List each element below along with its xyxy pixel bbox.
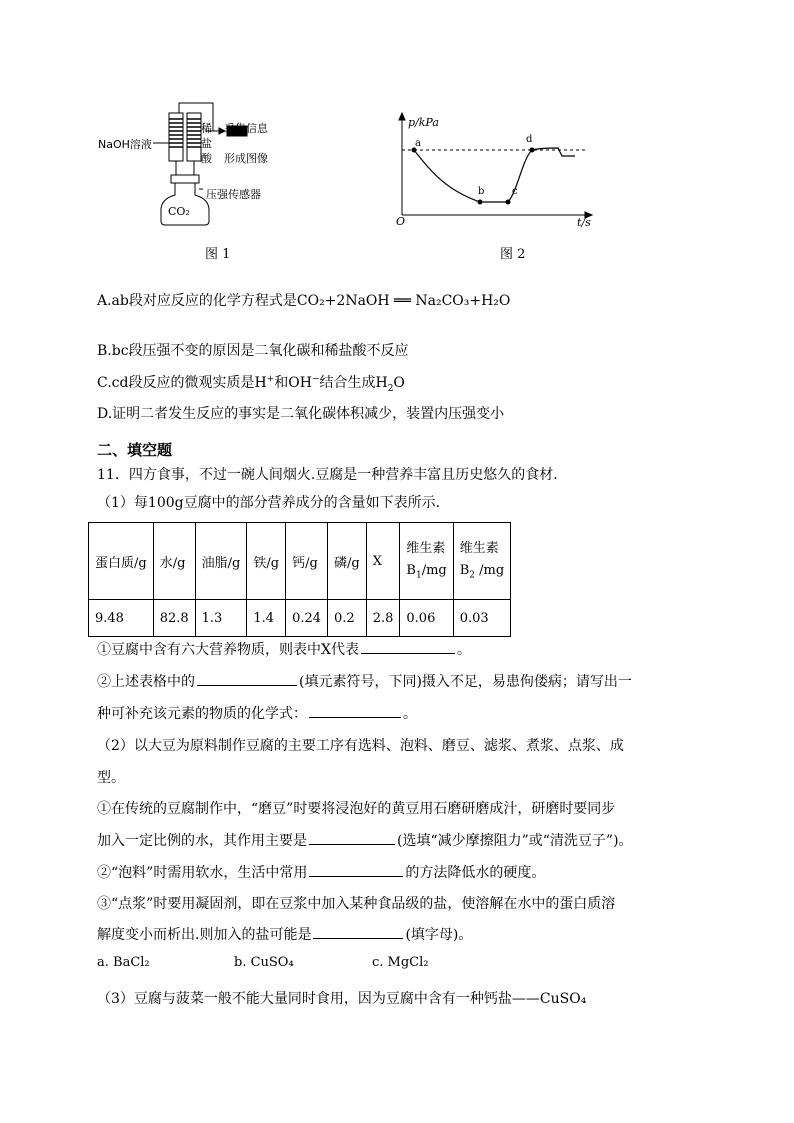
th-vitamin-b2: 维生素 $B_2$ /mg — [453, 523, 510, 600]
label-co2: CO₂ — [168, 205, 190, 218]
label-acid-3: 酸 — [201, 152, 212, 165]
cell-phosphorus: 0.2 — [328, 600, 367, 637]
th-iron: 铁/g — [247, 523, 286, 600]
answer-blank-formula[interactable] — [309, 703, 401, 718]
label-collect: 采集信息 — [224, 122, 268, 135]
label-acid-2: 盐 — [201, 137, 212, 150]
th-protein: 蛋白质/g — [89, 523, 154, 600]
cell-water: 82.8 — [153, 600, 195, 637]
answer-blank-salt[interactable] — [313, 924, 403, 939]
chart-origin: O — [396, 215, 406, 228]
th-water: 水/g — [153, 523, 195, 600]
cell-vitamin-b1: 0.06 — [400, 600, 453, 637]
cell-calcium: 0.24 — [286, 600, 328, 637]
th-x: X — [366, 523, 400, 600]
q11-s5a: ③“点浆”时要用凝固剂，即在豆浆中加入某种食品级的盐，使溶解在水中的蛋白质溶 — [97, 896, 616, 912]
label-sensor: 压强传感器 — [206, 188, 261, 201]
cell-fat: 1.3 — [195, 600, 247, 637]
cell-iron: 1.4 — [247, 600, 286, 637]
th-fat: 油脂/g — [195, 523, 247, 600]
q11-s3a: ①在传统的豆腐制作中，“磨豆”时要将浸泡好的黄豆用石磨研磨成汁，研磨时要同步 — [97, 801, 616, 817]
q11-part1: （1）每100g豆腐中的部分营养成分的含量如下表所示. — [97, 495, 441, 511]
nutrition-table — [88, 522, 511, 637]
answer-blank-x[interactable] — [361, 639, 455, 654]
q11-part2-b: 型。 — [97, 770, 125, 786]
option-b: B.bc段压强不变的原因是二氧化碳和稀盐酸不反应 — [97, 343, 409, 359]
option-a: A.ab段对应反应的化学方程式是CO₂+2NaOH ══ Na₂CO₃+H₂O — [97, 293, 511, 309]
th-phosphorus: 磷/g — [328, 523, 367, 600]
choice-c[interactable]: c. MgCl₂ — [372, 955, 429, 970]
answer-blank-purpose[interactable] — [309, 830, 395, 845]
choice-b[interactable]: b. CuSO₄ — [234, 955, 294, 970]
q11-s3b: 加入一定比例的水，其作用主要是 (选填“减少摩擦阻力”或“清洗豆子”)。 — [97, 830, 633, 850]
q11-s4: ②“泡料”时需用软水，生活中常用 的方法降低水的硬度。 — [97, 862, 545, 882]
q11-s5b: 解度变小而析出.则加入的盐可能是 (填字母)。 — [97, 924, 472, 944]
option-d: D.证明二者发生反应的事实是二氧化碳体积减少，装置内压强变小 — [97, 406, 505, 422]
chart-x-label: t/s — [577, 216, 591, 229]
q11-s2c: 种可补充该元素的物质的化学式： 。 — [97, 703, 417, 723]
answer-blank-element[interactable] — [197, 671, 297, 686]
q11-part3: （3）豆腐与菠菜一般不能大量同时食用，因为豆腐中含有一种钙盐——CuSO₄ — [97, 991, 587, 1007]
figure-2-caption: 图 2 — [500, 247, 526, 262]
q11-s2: ②上述表格中的 (填元素符号，下同)摄入不足，易患佝偻病；请写出一 — [97, 671, 632, 691]
q11-s1: ①豆腐中含有六大营养物质，则表中X代表 。 — [97, 639, 471, 659]
cell-x: 2.8 — [366, 600, 400, 637]
option-c: C.cd段反应的微观实质是H+和OH−结合生成$H_2O$ — [97, 374, 405, 394]
figure-1-caption: 图 1 — [205, 247, 231, 262]
answer-blank-method[interactable] — [309, 862, 403, 877]
chart-y-label: p/kPa — [408, 116, 439, 129]
label-form: 形成图像 — [224, 152, 268, 165]
q11-part2: （2）以大豆为原料制作豆腐的主要工序有选料、泡料、磨豆、滤浆、煮浆、点浆、成 — [97, 738, 624, 754]
cell-vitamin-b2: 0.03 — [453, 600, 510, 637]
label-naoh: NaOH溶液 — [98, 138, 152, 151]
point-d: d — [526, 134, 533, 145]
point-c: c — [512, 186, 518, 197]
choice-a[interactable]: a. BaCl₂ — [97, 955, 150, 970]
point-b: b — [478, 186, 485, 197]
th-vitamin-b1: 维生素 $B_1/mg$ — [400, 523, 453, 600]
cell-protein: 9.48 — [89, 600, 154, 637]
point-a: a — [415, 138, 421, 149]
th-calcium: 钙/g — [286, 523, 328, 600]
label-acid-1: 稀 — [201, 122, 212, 135]
q11-intro: 11．四方食事，不过一碗人间烟火.豆腐是一种营养丰富且历史悠久的食材. — [97, 467, 558, 483]
section-title: 二、填空题 — [97, 441, 173, 459]
